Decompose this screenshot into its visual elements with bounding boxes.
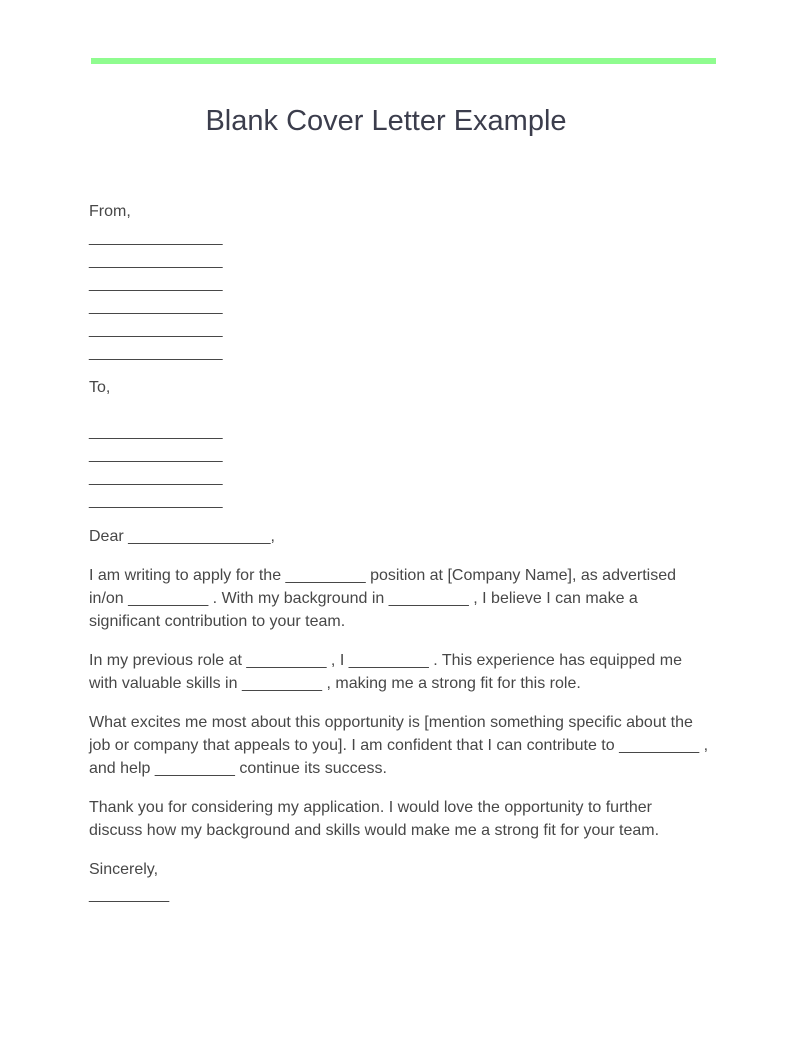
from-address-line: _______________ [89, 229, 223, 246]
body-paragraph: In my previous role at _________ , I _________ . This experience has equipped me with valuable skills in _________ , making me a strong fit for this role. [89, 652, 682, 692]
to-address-line: _______________ [89, 446, 223, 463]
header-accent-bar [91, 58, 716, 64]
to-label: To, [89, 379, 111, 396]
from-address-line: _______________ [89, 252, 223, 269]
from-address-line: _______________ [89, 298, 223, 315]
to-address-line: _______________ [89, 423, 223, 440]
signature-line: _________ [89, 886, 170, 903]
body-paragraph: What excites me most about this opportunity is [mention something specific about the job or company that appeals to you]. I am confident that I can contribute to _________ , and help _________ continue its success. [89, 714, 709, 777]
from-address-line: _______________ [89, 321, 223, 338]
page-title: Blank Cover Letter Example [205, 105, 567, 137]
from-address-line: _______________ [89, 275, 223, 292]
body-paragraph: I am writing to apply for the _________ position at [Company Name], as advertised in/on _________ . With my background in _________ , I believe I can make a significant contribution to your team. [89, 567, 676, 630]
closing: Sincerely, [89, 861, 159, 878]
to-address-line: _______________ [89, 492, 223, 509]
from-address-line: _______________ [89, 344, 223, 361]
to-address-lines [89, 420, 709, 512]
to-address-line: _______________ [89, 469, 223, 486]
from-address-lines [89, 226, 709, 364]
from-label: From, [89, 203, 131, 220]
body-paragraph: Thank you for considering my application. I would love the opportunity to further discuss how my background and skills would make me a strong fit for your team. [89, 799, 660, 839]
letter-body [89, 200, 709, 906]
salutation: Dear ________________, [89, 528, 275, 545]
